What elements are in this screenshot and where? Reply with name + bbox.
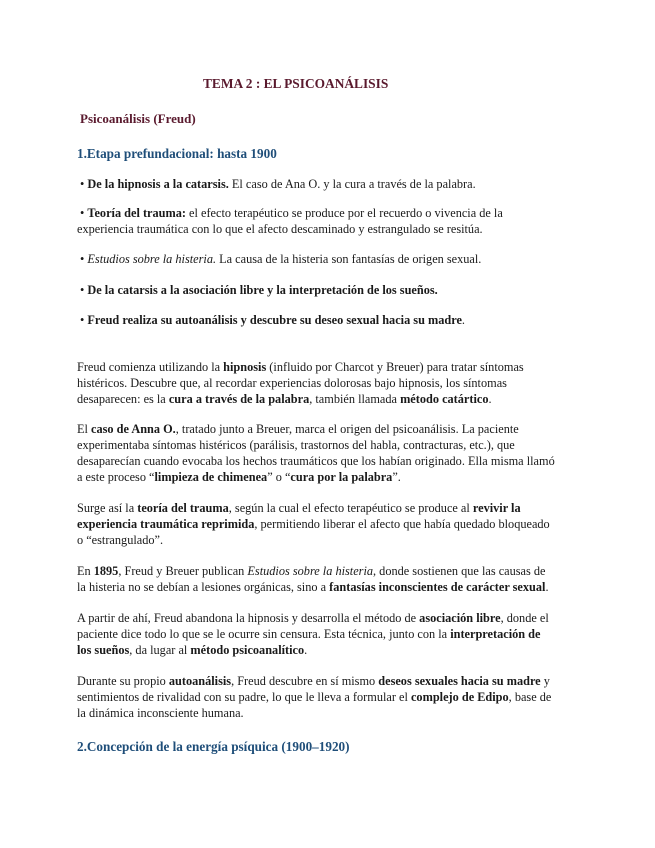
bullet-item (80, 176, 476, 192)
bullet-italic: Estudios sobre la histeria. (87, 252, 217, 266)
bold-term: asociación libre (419, 611, 501, 625)
text-run: sentimientos de rivalidad con su padre, lo que le lleva a formular el (77, 690, 411, 704)
text-run: , según la cual el efecto terapéutico se produce al (228, 501, 473, 515)
paragraph-line (77, 689, 551, 705)
paragraph-line (77, 610, 549, 626)
bold-term: revivir la (472, 501, 521, 515)
bold-term: 1895 (93, 564, 119, 578)
bullet-bold: Teoría del trauma: (87, 206, 186, 220)
italic-term: Estudios sobre la histeria (247, 564, 374, 578)
paragraph-line: desaparecían cuando evocaba los hechos traumáticos que los habían originado. Ella misma llamó (77, 454, 555, 468)
bold-term: limpieza de chimenea (154, 470, 268, 484)
bullet-text: El caso de Ana O. y la cura a través de la palabra. (228, 177, 476, 191)
bullet-marker: • (80, 206, 85, 220)
text-run: , donde sostienen que las causas de (373, 564, 546, 578)
text-run: El (77, 422, 92, 436)
text-run: la histeria no se debían a lesiones orgánicas, sino a (77, 580, 330, 594)
bold-term: experiencia traumática reprimida (77, 517, 255, 531)
bold-term: deseos sexuales hacia su madre (378, 674, 541, 688)
bold-term: método psicoanalítico (190, 643, 305, 657)
text-run: Freud comienza utilizando la (77, 360, 224, 374)
paragraph-line (77, 563, 545, 579)
bullet-marker: • (80, 177, 85, 191)
paragraph-line (77, 516, 550, 532)
paragraph-line (77, 626, 540, 642)
bold-term: autoanálisis (168, 674, 232, 688)
text-run: , base de (508, 690, 552, 704)
bullet-continuation: experiencia traumática con lo que el afecto descaminado y estrangulado se resitúa. (77, 222, 483, 236)
text-run: , donde el (500, 611, 549, 625)
text-run: Durante su propio (77, 674, 169, 688)
text-run: . (545, 580, 549, 594)
bold-term: los sueños (77, 643, 130, 657)
document-title: TEMA 2 : EL PSICOANÁLISIS (203, 76, 389, 91)
text-run: . (488, 392, 492, 406)
text-run: , Freud descubre en sí mismo (231, 674, 379, 688)
bullet-item (80, 205, 503, 221)
paragraph-line (77, 642, 307, 658)
bullet-bold: De la hipnosis a la catarsis. (87, 177, 229, 191)
bullet-bold: De la catarsis a la asociación libre y la interpretación de los sueños. (87, 283, 438, 297)
text-run: En (77, 564, 94, 578)
text-run: A partir de ahí, Freud abandona la hipnosis y desarrolla el método de (77, 611, 420, 625)
bullet-marker: • (80, 252, 85, 266)
bold-term: hipnosis (223, 360, 267, 374)
paragraph-line: la dinámica inconsciente humana. (77, 706, 244, 720)
bullet-text: el efecto terapéutico se produce por el recuerdo o vivencia de la (185, 206, 503, 220)
text-run: desaparecen: es la (77, 392, 169, 406)
text-run: , tratado junto a Breuer, marca el origen del psicoanálisis. La paciente (175, 422, 519, 436)
text-run: ” o “ (267, 470, 291, 484)
bullet-text: La causa de la histeria son fantasías de origen sexual. (216, 252, 482, 266)
text-run: , Freud y Breuer publican (118, 564, 248, 578)
text-run: , permitiendo liberar el afecto que había quedado bloqueado (254, 517, 550, 531)
bullet-item (80, 282, 438, 298)
text-run: , da lugar al (129, 643, 191, 657)
bold-term: método catártico (400, 392, 489, 406)
paragraph-line (77, 469, 401, 485)
bullet-text: . (461, 313, 465, 327)
text-run: , también llamada (309, 392, 401, 406)
paragraph-line: o “estrangulado”. (77, 533, 164, 547)
paragraph-line (77, 421, 519, 437)
bullet-item (80, 312, 465, 328)
bold-term: caso de Anna O. (91, 422, 176, 436)
paragraph-line (77, 579, 549, 595)
text-run: ”. (392, 470, 401, 484)
text-run: paciente dice todo lo que se le ocurre sin censura. Esta técnica, junto con la (77, 627, 451, 641)
paragraph-line: histéricos. Descubre que, al recordar experiencias dolorosas bajo hipnosis, los síntomas (77, 376, 507, 390)
text-run: y (540, 674, 550, 688)
paragraph-line (77, 673, 550, 689)
text-run: . (304, 643, 308, 657)
bold-term: teoría del trauma (137, 501, 229, 515)
text-run: Surge así la (77, 501, 138, 515)
document-subtitle: Psicoanálisis (Freud) (80, 111, 196, 126)
bullet-bold: Freud realiza su autoanálisis y descubre su deseo sexual hacia su madre (87, 313, 462, 327)
paragraph-line (77, 500, 521, 516)
bullet-item (80, 251, 481, 267)
bold-term: fantasías inconscientes de carácter sexual (329, 580, 546, 594)
text-run: (influido por Charcot y Breuer) para tratar síntomas (266, 360, 524, 374)
bold-term: interpretación de (450, 627, 541, 641)
paragraph-line (77, 391, 492, 407)
section2-heading: 2.Concepción de la energía psíquica (1900–1920) (77, 739, 350, 754)
paragraph-line: experimentaba síntomas histéricos (parálisis, trastornos del habla, contracturas, etc.), que (77, 438, 515, 452)
paragraph-line (77, 359, 524, 375)
bold-term: cura por la palabra (290, 470, 393, 484)
bullet-marker: • (80, 313, 85, 327)
bold-term: complejo de Edipo (410, 690, 509, 704)
bold-term: cura a través de la palabra (168, 392, 310, 406)
bullet-marker: • (80, 283, 85, 297)
section1-heading: 1.Etapa prefundacional: hasta 1900 (77, 146, 277, 161)
text-run: a este proceso “ (77, 470, 155, 484)
